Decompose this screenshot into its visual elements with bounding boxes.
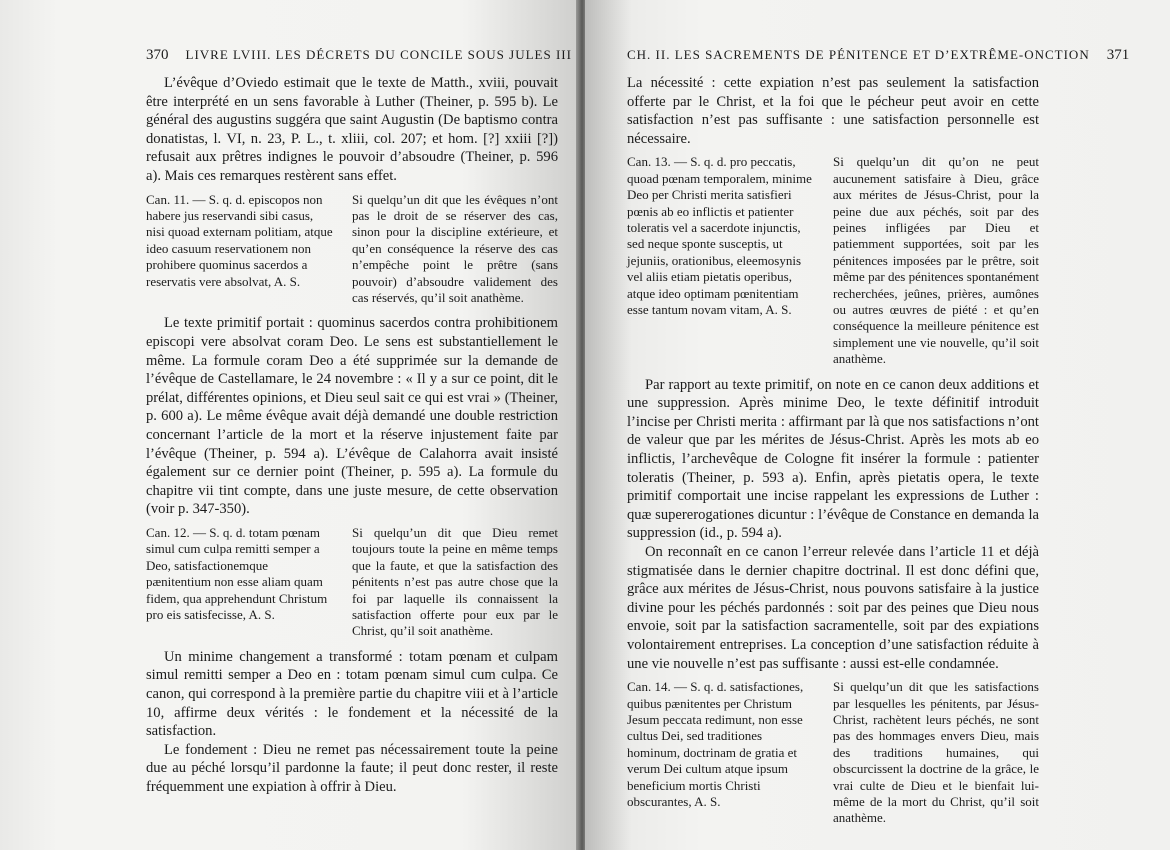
right-header-title: CH. II. LES SACREMENTS DE PÉNITENCE ET D’EXTRÊME-ONCTION: [627, 47, 1090, 62]
canon-12: [146, 525, 558, 640]
left-paragraph-2: Le texte primitif portait : quominus sacerdos contra prohibitionem episcopi vere absolvat coram Deo. Le sens est substantiellement le même. La formule coram Deo a été supprimée sur la demande de l’évêque de Castellamare, le 24 novembre : « Il y a sur ce point, dit le prélat, différentes opinions, et Dieu seul sait ce qui est vrai » (Theiner, p. 600 a). Le même évêque avait déjà demandé une double restriction concernant l’article de la mort et la réserve injustement faite par l’évêque (Theiner, p. 594 a). L’évêque de Calahorra avait insisté également sur ce dernier point (Theiner, p. 595 a). La formule du chapitre vii tint compte, dans une juste mesure, de cette observation (voir p. 347-350).: [146, 315, 558, 518]
canon-11-french: Si quelqu’un dit que les évêques n’ont pas le droit de se réserver des cas, sinon pour la discipline extérieure, et qu’en conséquence la réserve des cas n’empêche point le prêtre (sans pouvoir) d’absoudre validement des cas réservés, qu’il soit anathème.: [352, 191, 558, 305]
right-paragraph-2: Par rapport au texte primitif, on note en ce canon deux additions et une suppression. Après minime Deo, le texte définitif introduit l’incise per Christi merita : affirmant par là que nos satisfactions n’ont de valeur que par les mérites de Jésus-Christ. Après les mots ab eo inflictis, l’archevêque de Cologne fit insérer la formule : patienter toleratis (Theiner, p. 593 a). Enfin, après pietatis opera, le texte primitif comportait une incise rappelant les expressions de Luther : quæ supererogationes dicuntur : l’évêque de Constance en demanda la suppression (id., p. 594 a).: [627, 376, 1039, 542]
left-header-title: LIVRE LVIII. LES DÉCRETS DU CONCILE SOUS JULES III: [185, 47, 572, 62]
canon-11: [146, 192, 558, 307]
left-body: [146, 74, 558, 797]
right-paragraph-1: La nécessité : cette expiation n’est pas seulement la satisfaction offerte par le Christ, et la foi que le pécheur peut avoir en cette satisfaction n’est pas suffisante : une satisfaction personnelle est nécessaire.: [627, 75, 1039, 147]
left-page-number: 370: [146, 47, 169, 63]
canon-13-latin: Can. 13. — S. q. d. pro peccatis, quoad pœnam temporalem, minime Deo per Christi merita satisfieri pœnis ab eo inflictis et patienter toleratis vel a sacerdote injunctis, sed neque sponte susceptis, ut jejuniis, orationibus, eleemosynis vel aliis etiam pietatis operibus, atque ideo optimam pœnitentiam esse tantum novam vitam, A. S.: [627, 154, 812, 318]
right-page-number: 371: [1106, 47, 1130, 63]
canon-14-latin: Can. 14. — S. q. d. satisfactiones, quibus pænitentes per Christum Jesum peccata redimunt, non esse cultus Dei, sed traditiones hominum, doctrinam de gratia et verum Dei cultum atque ipsum beneficium mortis Christi obscurantes, A. S.: [627, 679, 804, 809]
canon-11-latin: Can. 11. — S. q. d. episcopos non habere jus reservandi sibi casus, nisi quoad externam politiam, atque ideo casuum reservationem non prohibere quominus sacerdos a reservatis vere absolvat, A. S.: [146, 191, 333, 289]
canon-12-french: Si quelqu’un dit que Dieu remet toujours toute la peine en même temps que la faute, et que la satisfaction des pénitents n’est pas autre chose que la foi par laquelle ils connaissent la satisfaction offerte pour eux par le Christ, qu’il soit anathème.: [352, 524, 558, 639]
left-running-header: [146, 47, 572, 64]
right-running-header: [627, 47, 1129, 64]
canon-12-latin: Can. 12. — S. q. d. totam pœnam simul cum culpa remitti semper a Deo, satisfactionemque pænitentium non esse aliam quam fidem, qua apprehendunt Christum pro eis satisfecisse, A. S.: [146, 524, 328, 622]
canon-14: [627, 679, 1039, 827]
right-paragraph-3: On reconnaît en ce canon l’erreur relevée dans l’article 11 et déjà stigmatisée dans le dernier chapitre doctrinal. Il est donc défini que, grâce aux mérites de Jésus-Christ, nous pouvons satisfaire à la justice divine pour les péchés pardonnés : soit par des peines que Dieu nous envoie, soit par la satisfaction sacramentelle, soit par des expiations volontairement entreprises. La conception d’une satisfaction réduite à une vie nouvelle n’est pas suffisante : aussi est-elle condamnée.: [627, 544, 1039, 672]
left-paragraph-1: L’évêque d’Oviedo estimait que le texte de Matth., xviii, pouvait être interprété en un sens favorable à Luther (Theiner, p. 595 b). Le général des augustins suggéra que saint Augustin (De baptismo contra donatistas, l. VI, n. 23, P. L., t. xliii, col. 207; et hom. [?] xxiii [?]) refusait aux prêtres indignes le pouvoir d’absoudre (Theiner, p. 596 a). Mais ces remarques restèrent sans effet.: [146, 75, 558, 184]
left-page: [0, 0, 578, 850]
canon-13: [627, 154, 1039, 367]
canon-14-french: Si quelqu’un dit que les satisfactions par lesquelles les pénitents, par Jésus-Christ, rachètent leurs péchés, ne sont pas des hommages envers Dieu, mais des traditions humaines, qui obscurcissent la doctrine de la grâce, le vrai culte de Dieu et le bienfait lui-même de la mort du Christ, qu’il soit anathème.: [833, 679, 1039, 826]
left-paragraph-3: Un minime changement a transformé : totam pœnam et culpam simul remitti semper a Deo en : totam pœnam simul cum culpa. Ce canon, qui correspond à la première partie du chapitre viii et à l’article 10, affirme deux vérités : le fondement et la nécessité de la satisfaction.: [146, 648, 558, 740]
canon-13-french: Si quelqu’un dit qu’on ne peut aucunement satisfaire à Dieu, grâce aux mérites de Jésus-Christ, pour la peine due aux péchés, soit par des peines infligées par Dieu et patiemment supportées, soit par les pénitences imposées par le prêtre, soit même par des pénitences spontanément recherchées, jeûnes, prières, aumônes ou autres œuvres de piété : et qu’en conséquence la meilleure pénitence est simplement une vie nouvelle, qu’il soit anathème.: [833, 154, 1039, 367]
left-paragraph-4: Le fondement : Dieu ne remet pas nécessairement toute la peine due au péché lorsqu’il pardonne la faute; il peut donc rester, il reste fréquemment une expiation à offrir à Dieu.: [146, 741, 558, 795]
right-body: [627, 74, 1039, 835]
right-page: [585, 0, 1170, 850]
